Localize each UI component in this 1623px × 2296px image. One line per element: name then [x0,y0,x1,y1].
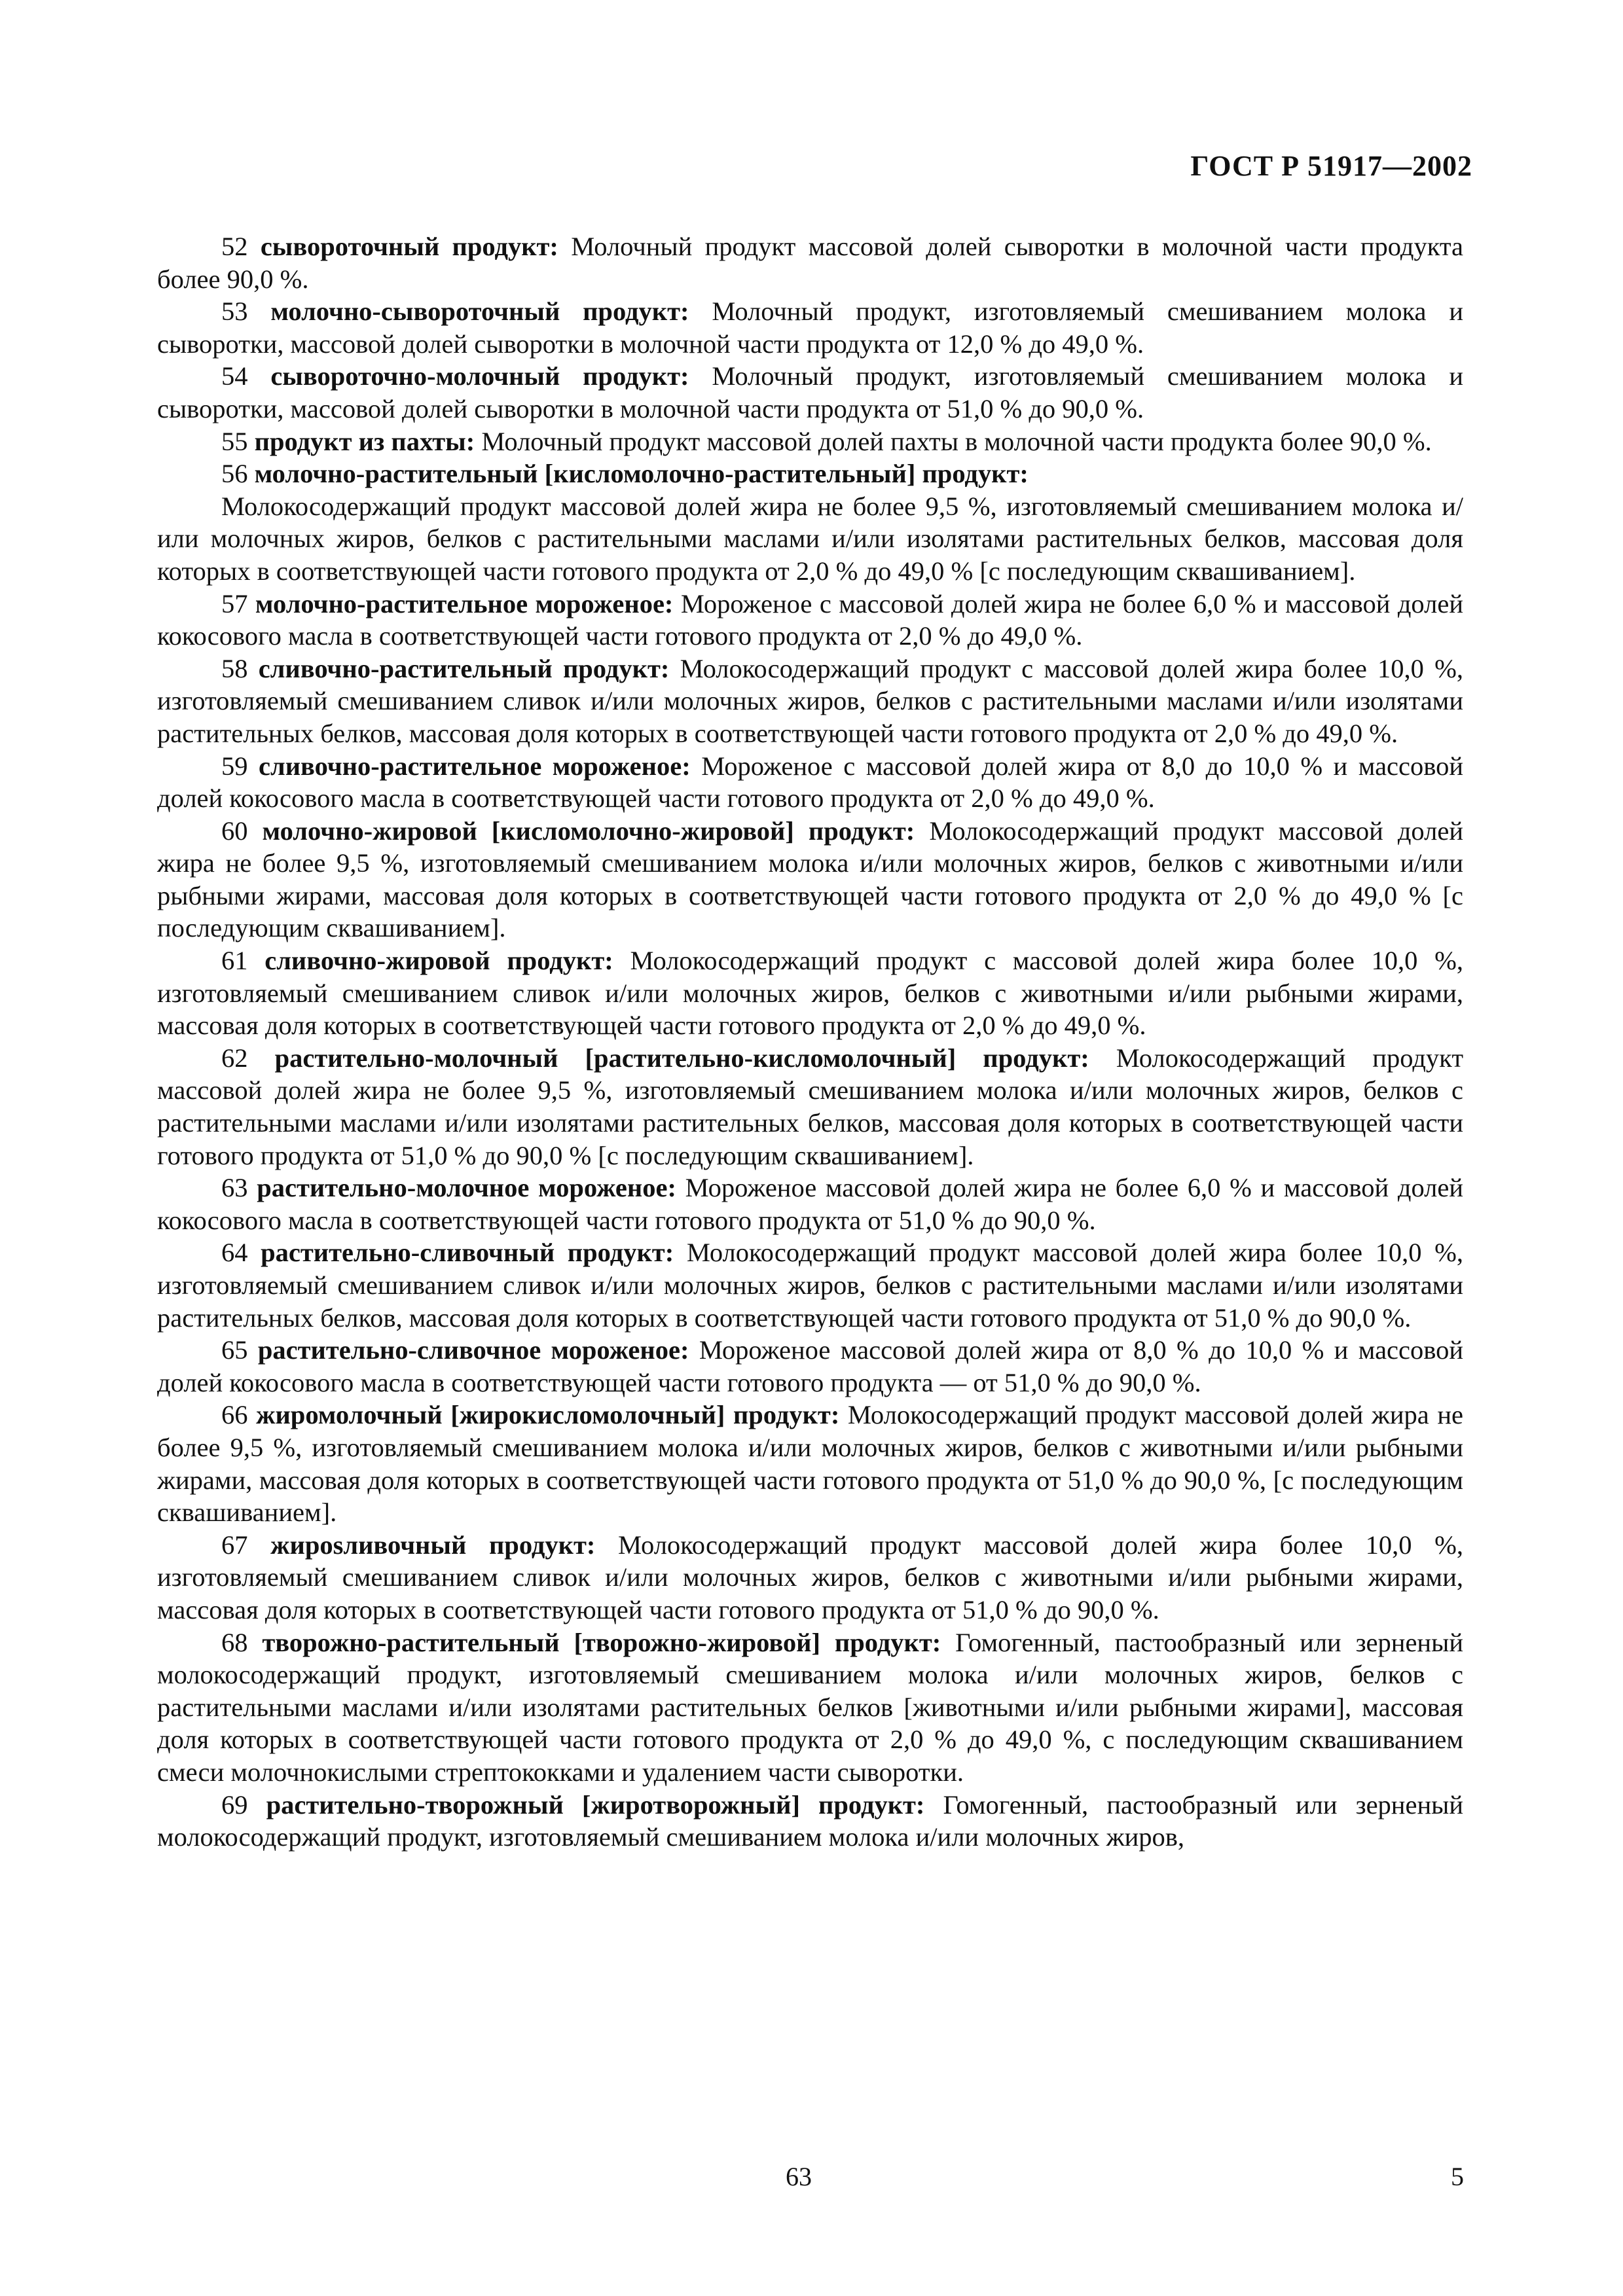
definition-entry [157,1334,1463,1399]
entry-number: 59 [221,751,248,781]
entry-definition: Молокосодержащий продукт массовой долей жира более 10,0 %, изготовляемый смешиванием сливок и/или молочных жиров, белков с животными и/или рыбными жирами, массовая доля которых в соответствующей части готового продукта от 51,0 % до 90,0 %. [157,1530,1464,1624]
entry-number: 66 [221,1400,248,1430]
entry-term: растительно-творожный [жиротворожный] продукт: [266,1789,925,1820]
entry-term: сливочно-жировой продукт: [264,946,613,976]
page-number: 5 [1451,2162,1464,2191]
entry-definition: Молокосодержащий продукт массовой долей жира не более 9,5 %, изготовляемый смешиванием молока и/или молочных жиров, белков с животными и/или рыбными жирами, массовая доля которых в соответствующей части готового продукта от 2,0 % до 49,0 % [с последующим сквашиванием]. [157,816,1464,943]
entry-number: 67 [221,1530,248,1560]
entry-term: сливочно-растительное мороженое: [259,751,691,781]
entry-term: сливочно-растительный продукт: [258,653,670,683]
definition-entry [157,1789,1463,1854]
entry-definition: Молокосодержащий продукт с массовой долей жира более 10,0 %, изготовляемый смешиванием сливок и/или молочных жиров, белков с растительными маслами и/или изолятами растительных белков, массовая доля которых в соответствующей части готового продукта от 2,0 % до 49,0 %. [157,653,1463,748]
entry-term: продукт из пахты: [254,426,475,456]
entry-definition: Молокосодержащий продукт массовой долей жира не более 9,5 %, изготовляемый смешиванием молока и/или молочных жиров, белков с растительными маслами и/или изолятами растительных белков, массовая доля которых в соответствующей части готового продукта от 2,0 % до 49,0 % [с последующим сквашиванием]. [157,491,1463,586]
entry-term: растительно-молочный [растительно-кисломолочный] продукт: [274,1043,1089,1073]
entry-definition: Молокосодержащий продукт с массовой долей жира более 10,0 %, изготовляемый смешиванием сливок и/или молочных жиров, белков с животными и/или рыбными жирами, массовая доля которых в соответствующей части готового продукта от 2,0 % до 49,0 %. [157,946,1463,1041]
entry-number: 60 [221,816,248,846]
entry-definition: Молочный продукт массовой долей пахты в молочной части продукта более 90,0 %. [481,426,1432,456]
entry-number: 52 [221,232,248,261]
definition-entry [157,750,1463,815]
entry-term: молочно-жировой [кисломолочно-жировой] продукт: [262,816,915,846]
entry-term: молочно-растительный [кисломолочно-растительный] продукт: [254,459,1029,489]
entry-number: 57 [221,588,248,619]
definition-entry [157,230,1463,295]
definitions-list [157,230,1463,1854]
entry-definition: Молочный продукт, изготовляемый смешиванием молока и сыворотки, массовой долей сыворотки в молочной части продукта от 51,0 % до 90,0 %. [157,361,1463,423]
entry-number: 69 [221,1789,248,1820]
standard-code: ГОСТ Р 51917—2002 [1190,150,1472,182]
entry-number: 61 [221,946,248,976]
definition-entry [157,944,1463,1042]
entry-number: 65 [221,1335,248,1365]
entry-definition: Молочный продукт, изготовляемый смешиванием молока и сыворотки, массовой долей сыворотки в молочной части продукта от 12,0 % до 49,0 %. [157,296,1463,359]
definition-entry [157,1236,1463,1334]
entry-term: сывороточный продукт: [260,232,558,261]
entry-definition: Гомогенный, пастообразный или зерненый молокосодержащий продукт, изготовляемый смешиванием молока и/или молочных жиров, белков с растительными маслами и/или изолятами растительных белков [животными и/или рыбными жирами], массовая доля которых в соответствующей части готового продукта от 2,0 % до 49,0 %, с последующим сквашиванием смеси молочнокислыми стрептококками и удалением части сыворотки. [157,1627,1463,1787]
entry-term: растительно-сливочное мороженое: [257,1335,689,1365]
entry-definition: Молочный продукт массовой долей сыворотки в молочной части продукта более 90,0 %. [157,232,1464,294]
entry-number: 64 [221,1238,248,1268]
definition-entry [157,815,1463,944]
entry-term: растительно-сливочный продукт: [261,1238,674,1268]
definition-entry [157,360,1463,425]
entry-number: 58 [221,653,248,683]
entry-term: растительно-молочное мороженое: [257,1173,676,1203]
definition-entry [157,1529,1463,1626]
definition-entry [157,1172,1463,1236]
definition-entry [157,295,1463,360]
definition-entry [157,457,1463,490]
entry-definition: Гомогенный, пастообразный или зерненый молокосодержащий продукт, изготовляемый смешиванием молока и/или молочных жиров, [157,1789,1464,1852]
entry-number: 53 [221,296,248,327]
entry-definition: Молокосодержащий продукт массовой долей жира не более 9,5 %, изготовляемый смешиванием молока и/или молочных жиров, белков с животными и/или рыбными жирами, массовая доля которых в соответствующей части готового продукта от 51,0 % до 90,0 %, [с последующим сквашиванием]. [157,1400,1463,1528]
entry-number: 54 [221,361,248,391]
definition-continuation [157,490,1463,588]
entry-definition: Молокосодержащий продукт массовой долей жира более 10,0 %, изготовляемый смешиванием сливок и/или молочных жиров, белков с растительными маслами и/или изолятами растительных белков, массовая доля которых в соответствующей части готового продукта от 51,0 % до 90,0 %. [157,1238,1464,1333]
entry-number: 56 [221,459,248,489]
entry-term: молочно-растительное мороженое: [255,588,674,619]
entry-term: молочно-сывороточный продукт: [270,296,689,327]
entry-definition: Мороженое с массовой долей жира не более 6,0 % и массовой долей кокосового масла в соответствующей части готового продукта от 2,0 % до 49,0 %. [157,588,1463,651]
entry-term: сывороточно-молочный продукт: [270,361,689,391]
entry-number: 55 [221,426,248,456]
entry-number: 62 [221,1043,248,1073]
definition-entry [157,1626,1463,1789]
entry-definition: Мороженое с массовой долей жира от 8,0 до 10,0 % и массовой долей кокосового масла в соответствующей части готового продукта от 2,0 % до 49,0 %. [157,751,1464,814]
definition-entry [157,1399,1463,1528]
definition-entry [157,653,1463,750]
definition-entry [157,1042,1463,1172]
definition-entry [157,425,1463,458]
definition-entry [157,588,1463,653]
entry-definition: Мороженое массовой долей жира от 8,0 % до 10,0 % и массовой долей кокосового масла в соответствующей части готового продукта — от 51,0 % до 90,0 %. [157,1335,1464,1397]
entry-number: 63 [221,1173,248,1203]
entry-definition: Молокосодержащий продукт массовой долей жира не более 9,5 %, изготовляемый смешиванием молока и/или молочных жиров, белков с растительными маслами и/или изолятами растительных белков, массовая доля которых в соответствующей части готового продукта от 51,0 % до 90,0 % [с последующим сквашиванием]. [157,1043,1464,1170]
entry-term: жиромолочный [жирокисломолочный] продукт: [256,1400,840,1430]
entry-term: жирosливочный продукт: [270,1530,596,1560]
entry-definition: Мороженое массовой долей жира не более 6,0 % и массовой долей кокосового масла в соответствующей части готового продукта от 51,0 % до 90,0 %. [157,1173,1464,1235]
entry-number: 68 [221,1627,248,1657]
entry-term: творожно-растительный [творожно-жировой] продукт: [262,1627,941,1657]
footer-center-number: 63 [786,2162,812,2191]
